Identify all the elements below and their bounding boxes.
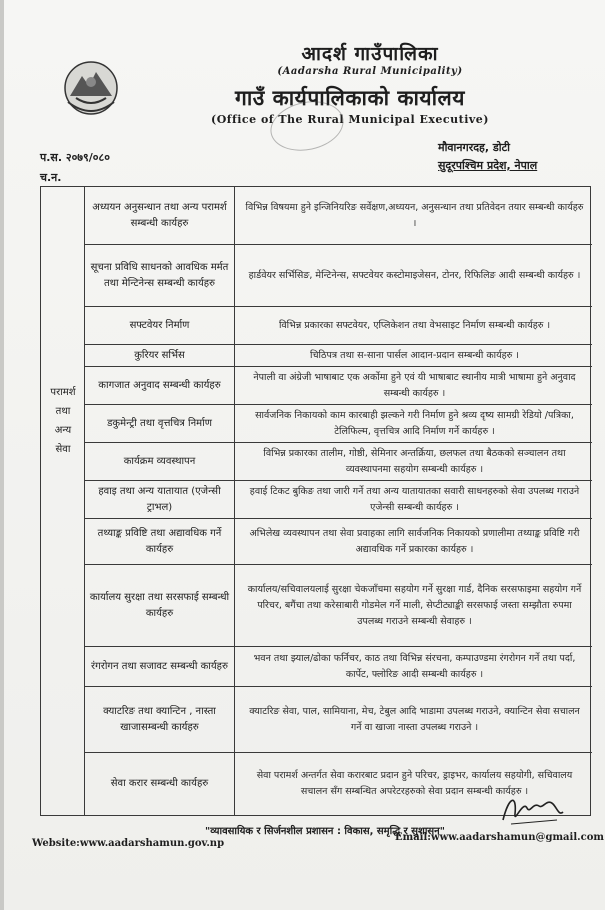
signature-icon [497,790,567,832]
nepal-emblem-icon [62,58,120,120]
service-name: अध्ययन अनुसन्धान तथा अन्य परामर्श सम्बन्धी कार्यहरु [85,187,235,244]
service-name: तथ्याङ्क प्रविष्टि तथा अद्यावधिक गर्ने कार्यहरु [85,519,235,564]
service-name: सफ्टवेयर निर्माण [85,307,235,344]
service-name: कुरियर सर्भिस [85,345,235,366]
table-row [85,345,592,367]
website-link[interactable]: Website:www.aadarshamun.gov.np [32,838,225,849]
table-row [85,367,592,405]
service-description: हार्डवेयर सर्भिसिङ, मेन्टिनेन्स, सफ्टवेयर कस्टोमाइजेसन, टोनर, रिफिलिङ आदी सम्बन्धी कार्यहरु । [248,269,581,281]
table-row [85,245,592,307]
service-name: कार्यालय सुरक्षा तथा सरसफाई सम्बन्धी कार्यहरु [85,565,235,646]
scan-edge [0,0,4,910]
table-row [85,187,592,245]
table-row [85,565,592,647]
email-link[interactable]: Email:www.aadarshamun@gmail.com [395,832,604,843]
table-row [85,443,592,481]
address-line-1: मौवानगरदह, डोटी [438,141,511,154]
service-description: विभिन्न प्रकारका तालीम, गोष्ठी, सेमिनार अन्तर्क्रिया, छलफल तथा बैठकको सञ्चालन तथा व्यवस्थापनमा सहयोग सम्बन्धी कार्यहरु । [263,447,566,475]
service-description: सार्वजनिक निकायको काम कारबाही झल्कने गरी निर्माण हुने श्रव्य दृष्य सामग्री रेडियो /पत्रिका, टेलिफिल्म, वृत्तचित्र आदि निर्माण गर्ने कार्यहरु । [255,409,574,437]
service-name: कार्यक्रम व्यवस्थापन [85,443,235,480]
service-name: रंगरोगन तथा सजावट सम्बन्धी कार्यहरु [85,647,235,686]
services-table [40,186,591,816]
service-description: नेपाली वा अंग्रेजी भाषाबाट एक अर्कोमा हुने एवं यी भाषाबाट स्थानीय मात्री भाषामा हुने अनुवाद सम्बन्धी कार्यहरु । [253,371,576,399]
office-motto: "व्यावसायिक र सिर्जनशील प्रशासन : विकास, समृद्धि र सुशासन" [205,826,445,837]
service-description: भवन तथा झ्याल/ढोका फर्निचर, काठ तथा विभिन्न संरचना, कम्पाउण्डमा रंगरोगन गर्ने तथा पर्दा, कार्पेट, फ्लोरिङ आदी सम्बन्धी कार्यहरु । [253,652,576,680]
service-description: कार्यालय/सचिवालयलाई सुरक्षा चेकजाँचमा सहयोग गर्ने सुरक्षा गार्ड, दैनिक सरसफाइमा सहयोग गर्ने परिचर, बगैंचा तथा करेसाबारी गोडमेल गर्ने माली, सेप्टीट्याङ्की सरसफाई जस्ता सम्झौता रुपमा उपलब्ध गराउने सम्बन्धी सेवाहरु । [247,583,582,627]
service-description: हवाई टिकट बुकिङ तथा जारी गर्ने तथा अन्य यातायातका सवारी साधनहरुको सेवा उपलब्ध गराउने एजेन्सी सम्बन्धी कार्यहरु । [249,485,580,513]
service-name: डकुमेन्ट्री तथा वृत्तचित्र निर्माण [85,405,235,442]
table-row [85,647,592,687]
service-description: चिठिपत्र तथा स-साना पार्सल आदान-प्रदान सम्बन्धी कार्यहरु । [310,349,519,361]
dispatch-number: च.न. [40,171,62,184]
service-description: विभिन्न प्रकारका सफ्टवेयर, एप्लिकेशन तथा वेभसाइट निर्माण सम्बन्धी कार्यहरु । [278,319,551,331]
address-line-2: सुदूरपश्चिम प्रदेश, नेपाल [438,159,538,172]
table-row [85,481,592,519]
service-name: क्याटरिङ तथा क्यान्टिन , नास्ता खाजासम्बन्धी कार्यहरु [85,687,235,752]
service-description: अभिलेख व्यवस्थापन तथा सेवा प्रवाहका लागि सार्वजनिक निकायको प्रणालीमा तथ्याङ्क प्रविष्टि गरी अद्यावधिक गर्ने प्रकारका कार्यहरु । [249,527,580,555]
table-row [85,405,592,443]
category-label: परामर्श तथा अन्य सेवा [50,387,76,455]
service-name: सेवा करार सम्बन्धी कार्यहरु [85,753,235,815]
table-row [85,519,592,565]
service-description: क्याटरिङ सेवा, पाल, सामियाना, मेच, टेबुल आदि भाडामा उपलब्ध गराउने, क्यान्टिन सेवा सचालन गर्ने वा खाजा नास्ता उपलब्ध गराउने । [249,705,580,733]
office-name-en: (Office of The Rural Municipal Executive) [211,113,489,126]
service-name: सूचना प्रविधि साधनको आवधिक मर्मत तथा मेन्टिनेन्स सम्बन्धी कार्यहरु [85,245,235,306]
service-description: विभिन्न विषयमा हुने इन्जिनियरिङ सर्वेक्षण,अध्ययन, अनुसन्धान तथा प्रतिवेदन तयार सम्बन्धी कार्यहरु । [245,201,584,229]
reference-number: प.स. २०७९/०८० [40,151,110,164]
category-column [41,187,85,815]
service-name: हवाइ तथा अन्य यातायात (एजेन्सी ट्राभल) [85,481,235,518]
office-name-np: गाउँ कार्यपालिकाको कार्यालय [235,86,465,110]
municipality-name-en: (Aadarsha Rural Municipality) [277,66,463,77]
table-row [85,307,592,345]
service-name: कागजात अनुवाद सम्बन्धी कार्यहरु [85,367,235,404]
municipality-name-np: आदर्श गाउँपालिका [301,43,439,65]
table-row [85,687,592,753]
service-description: सेवा परामर्श अन्तर्गत सेवा करारबाट प्रदान हुने परिचर, ड्राइभर, कार्यालय सहयोगी, सचिवालय सचालन सँग सम्बन्धित अपरेटरहरुको सेवा प्रदान सम्बन्धी कार्यहरु । [256,770,573,797]
